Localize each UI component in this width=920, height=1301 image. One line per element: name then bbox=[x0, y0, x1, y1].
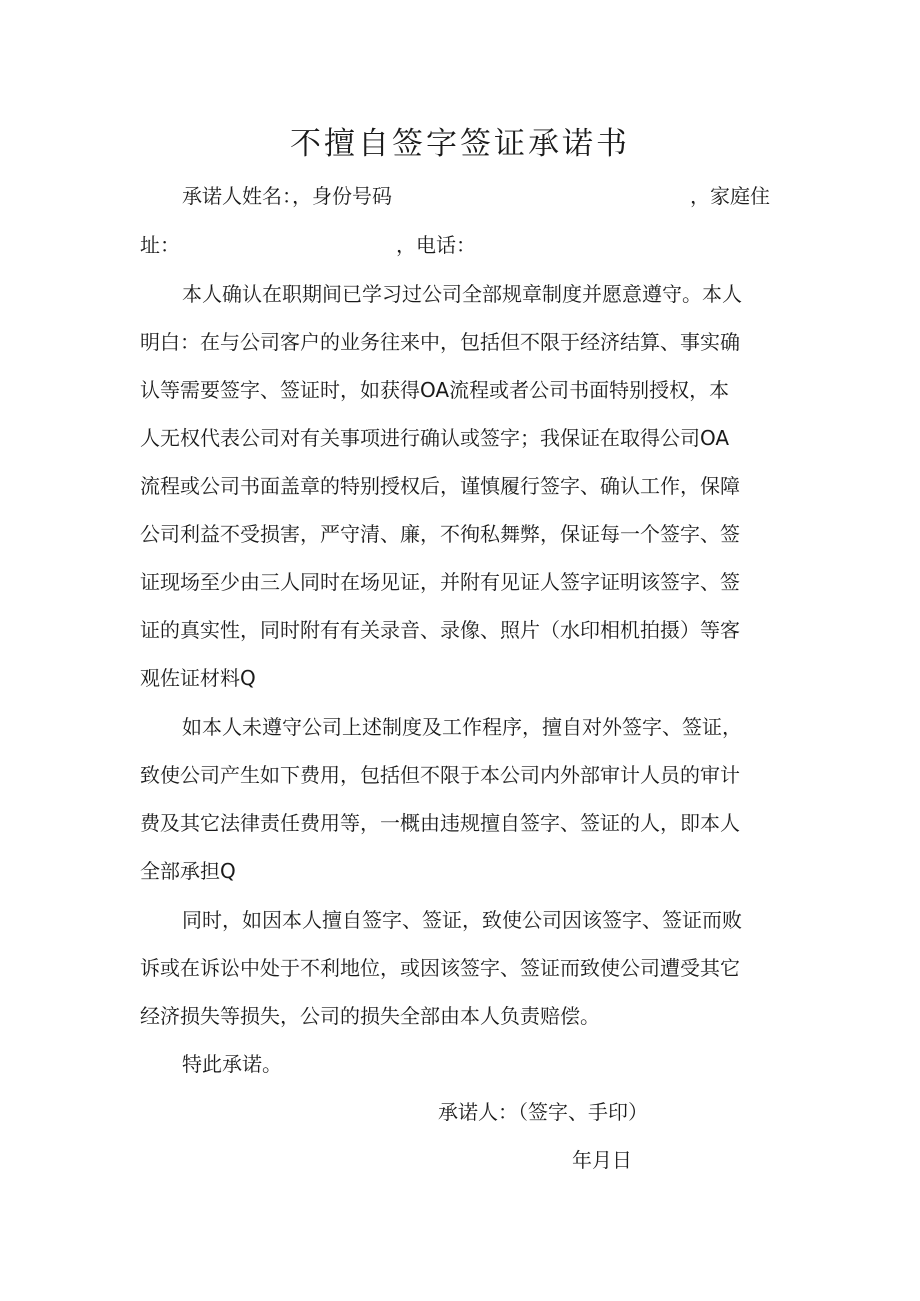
promisor-info-line-1 bbox=[182, 180, 790, 209]
paragraph-1-line-4: 人无权代表公司对有关事项进行确认或签字；我保证在取得公司OA bbox=[140, 426, 730, 450]
paragraph-1-line-8: 证的真实性，同时附有有关录音、录像、照片（水印相机拍摄）等客 bbox=[140, 618, 740, 642]
paragraph-1-line-6: 公司利益不受损害，严守清、廉，不徇私舞弊，保证每一个签字、签 bbox=[140, 522, 740, 546]
paragraph-2-line-1: 如本人未遵守公司上述制度及工作程序，擅自对外签字、签证， bbox=[182, 715, 742, 739]
paragraph-1-line-1: 本人确认在职期间已学习过公司全部规章制度并愿意遵守。本人 bbox=[182, 282, 742, 306]
paragraph-1-line-2: 明白：在与公司客户的业务往来中，包括但不限于经济结算、事实确 bbox=[140, 330, 740, 354]
document-title: 不擅自签字签证承诺书 bbox=[290, 126, 630, 162]
closing-statement: 特此承诺。 bbox=[182, 1052, 282, 1076]
promisor-name-id-label: 承诺人姓名：，身份号码 bbox=[182, 184, 392, 208]
paragraph-1-line-3: 认等需要签字、签证时，如获得OA流程或者公司书面特别授权，本 bbox=[140, 378, 730, 402]
promisor-info-line-2 bbox=[140, 229, 790, 258]
signature-label: 承诺人：（签字、手印） bbox=[438, 1100, 648, 1124]
paragraph-2-line-2: 致使公司产生如下费用，包括但不限于本公司内外部审计人员的审计 bbox=[140, 763, 740, 787]
paragraph-1-line-9: 观佐证材料Q bbox=[140, 666, 256, 690]
home-address-label-start: ，家庭住 bbox=[690, 184, 770, 208]
paragraph-3-line-2: 诉或在诉讼中处于不利地位，或因该签字、签证而致使公司遭受其它 bbox=[140, 956, 740, 980]
paragraph-2-line-3: 费及其它法律责任费用等，一概由违规擅自签字、签证的人，即本人 bbox=[140, 811, 740, 835]
date-label: 年月日 bbox=[572, 1148, 632, 1172]
paragraph-1-line-5: 流程或公司书面盖章的特别授权后，谨慎履行签字、确认工作，保障 bbox=[140, 474, 740, 498]
paragraph-3-line-3: 经济损失等损失，公司的损失全部由本人负责赔偿。 bbox=[140, 1004, 600, 1028]
paragraph-2-line-4: 全部承担Q bbox=[140, 859, 236, 883]
paragraph-3-line-1: 同时，如因本人擅自签字、签证，致使公司因该签字、签证而败 bbox=[182, 908, 742, 932]
phone-label: ，电话： bbox=[396, 233, 476, 257]
paragraph-1-line-7: 证现场至少由三人同时在场见证，并附有见证人签字证明该签字、签 bbox=[140, 570, 740, 594]
home-address-label-end: 址： bbox=[140, 233, 180, 257]
